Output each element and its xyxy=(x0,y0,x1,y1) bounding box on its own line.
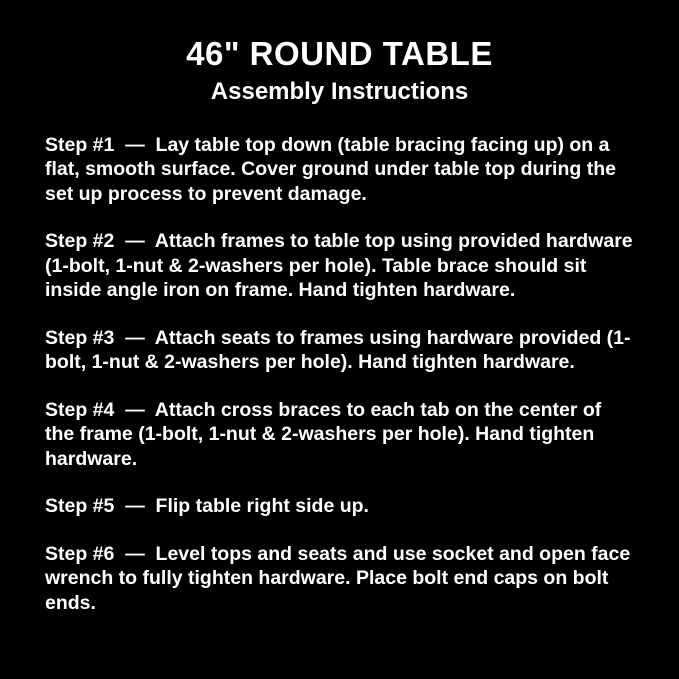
step-6-text: Step #6 — Level tops and seats and use socket and open face wrench to fully tighten hardware. Place bolt end caps on bolt ends. xyxy=(45,542,636,614)
step-2-text: Step #2 — Attach frames to table top using provided hardware (1-bolt, 1-nut & 2-washers per hole). Table brace should sit inside angle iron on frame. Hand tighten hardware. xyxy=(45,230,639,302)
header xyxy=(0,0,679,106)
step-5-text: Step #5 — Flip table right side up. xyxy=(45,495,369,518)
step-4-text: Step #4 — Attach cross braces to each tab on the center of the frame (1-bolt, 1-nut & 2-washers per hole). Hand tighten hardware. xyxy=(45,398,607,470)
step-1-text: Step #1 — Lay table top down (table bracing facing up) on a flat, smooth surface. Cover ground under table top during the set up process to prevent damage. xyxy=(45,133,622,205)
page-title: 46" ROUND TABLE xyxy=(186,35,493,72)
page-subtitle: Assembly Instructions xyxy=(210,78,469,106)
steps-list xyxy=(45,133,639,616)
step-3-text: Step #3 — Attach seats to frames using hardware provided (1-bolt, 1-nut & 2-washers per hole). Hand tighten hardware. xyxy=(45,326,631,374)
